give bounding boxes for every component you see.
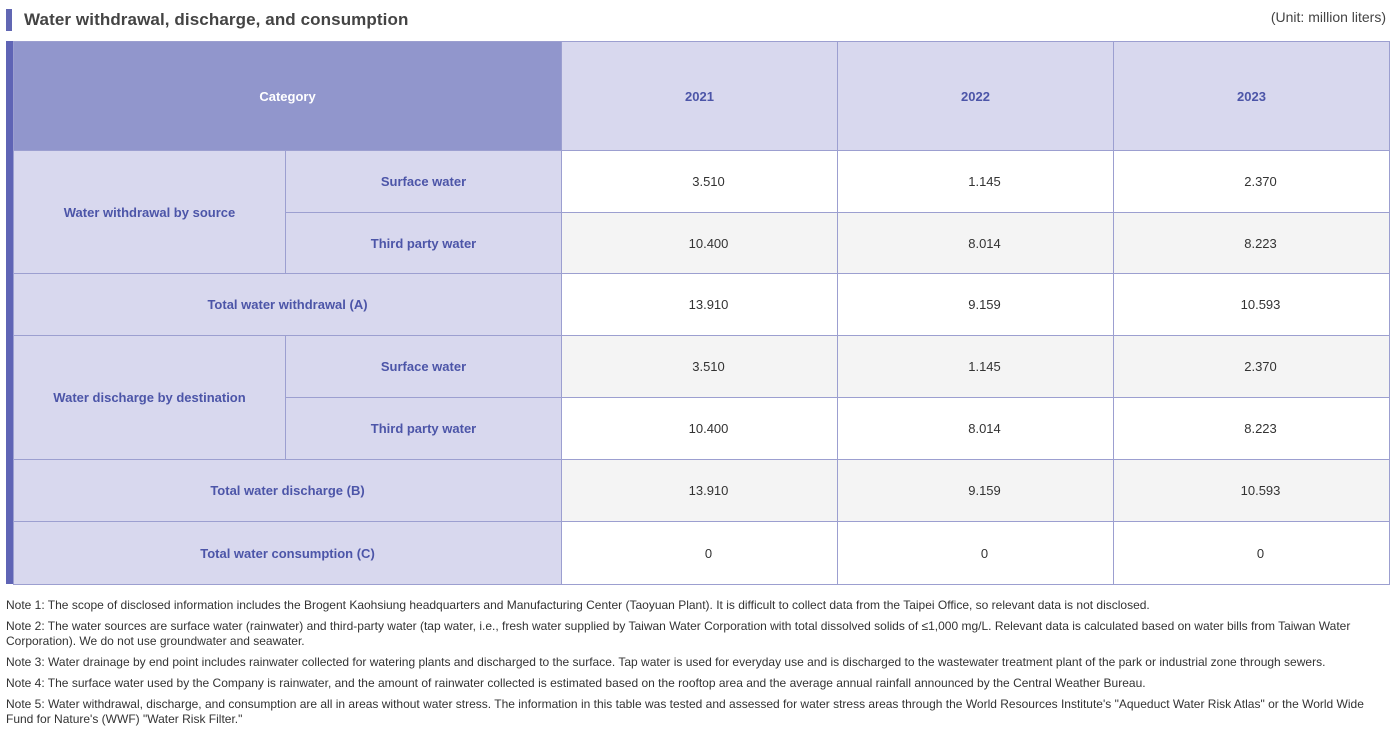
year-header-2023: 2023 [1114, 42, 1390, 151]
table-row [14, 151, 1390, 213]
header-accent-bar [6, 9, 12, 31]
discharge-third-party-label: Third party water [286, 398, 562, 460]
table-row [14, 274, 1390, 336]
unit-label: (Unit: million liters) [1270, 9, 1386, 25]
table-cell: 3.510 [562, 336, 838, 398]
year-header-2021: 2021 [562, 42, 838, 151]
table-accent-bar [6, 41, 13, 584]
table-cell: 1.145 [838, 336, 1114, 398]
page-title: Water withdrawal, discharge, and consumption [24, 10, 409, 29]
table-cell: 10.400 [562, 213, 838, 274]
category-header: Category [14, 42, 562, 151]
total-discharge-label: Total water discharge (B) [14, 460, 562, 522]
table-cell: 1.145 [838, 151, 1114, 213]
table-cell: 9.159 [838, 274, 1114, 336]
table-cell: 10.593 [1114, 460, 1390, 522]
withdrawal-third-party-label: Third party water [286, 213, 562, 274]
table-cell: 0 [1114, 522, 1390, 585]
year-header-2022: 2022 [838, 42, 1114, 151]
table-row [14, 336, 1390, 398]
table-cell: 10.593 [1114, 274, 1390, 336]
table-cell: 13.910 [562, 460, 838, 522]
note-3: Note 3: Water drainage by end point includes rainwater collected for watering plants and discharged to the surface. Tap water is used for everyday use and is discharged to the wastewater treatment plant of the park or industrial zone through sewers. [6, 655, 1326, 669]
note-2: Note 2: The water sources are surface water (rainwater) and third-party water (tap water, i.e., fresh water supplied by Taiwan Water Corporation with total dissolved solids of ≤1,000 mg/L. Relevant data is calculated based on water bills from Taiwan Water Corporation). We do not use groundwater and seawater. [6, 619, 1351, 648]
notes-section [6, 598, 1386, 733]
water-table-container [6, 41, 1389, 584]
note-4: Note 4: The surface water used by the Company is rainwater, and the amount of rainwater collected is estimated based on the rooftop area and the average annual rainfall announced by the Central Weather Bureau. [6, 676, 1146, 690]
table-cell: 10.400 [562, 398, 838, 460]
note-1: Note 1: The scope of disclosed information includes the Brogent Kaohsiung headquarters and Manufacturing Center (Taoyuan Plant). It is difficult to collect data from the Taipei Office, so relevant data is not disclosed. [6, 598, 1150, 612]
table-cell: 3.510 [562, 151, 838, 213]
table-cell: 9.159 [838, 460, 1114, 522]
table-row [14, 522, 1390, 585]
table-row [14, 460, 1390, 522]
table-cell: 8.223 [1114, 398, 1390, 460]
total-withdrawal-label: Total water withdrawal (A) [14, 274, 562, 336]
discharge-group-label: Water discharge by destination [14, 336, 286, 460]
table-cell: 8.223 [1114, 213, 1390, 274]
withdrawal-group-label: Water withdrawal by source [14, 151, 286, 274]
table-cell: 0 [838, 522, 1114, 585]
section-header [6, 9, 1386, 31]
table-cell: 2.370 [1114, 151, 1390, 213]
total-consumption-label: Total water consumption (C) [14, 522, 562, 585]
table-cell: 0 [562, 522, 838, 585]
table-cell: 13.910 [562, 274, 838, 336]
table-cell: 8.014 [838, 398, 1114, 460]
note-5: Note 5: Water withdrawal, discharge, and consumption are all in areas without water stress. The information in this table was tested and assessed for water stress areas through the World Resources Institute's "Aqueduct Water Risk Atlas" or the World Wide Fund for Nature's (WWF) "Water Risk Filter." [6, 697, 1364, 726]
water-table [13, 41, 1390, 585]
withdrawal-surface-label: Surface water [286, 151, 562, 213]
table-cell: 8.014 [838, 213, 1114, 274]
table-header-row [14, 42, 1390, 151]
discharge-surface-label: Surface water [286, 336, 562, 398]
table-cell: 2.370 [1114, 336, 1390, 398]
